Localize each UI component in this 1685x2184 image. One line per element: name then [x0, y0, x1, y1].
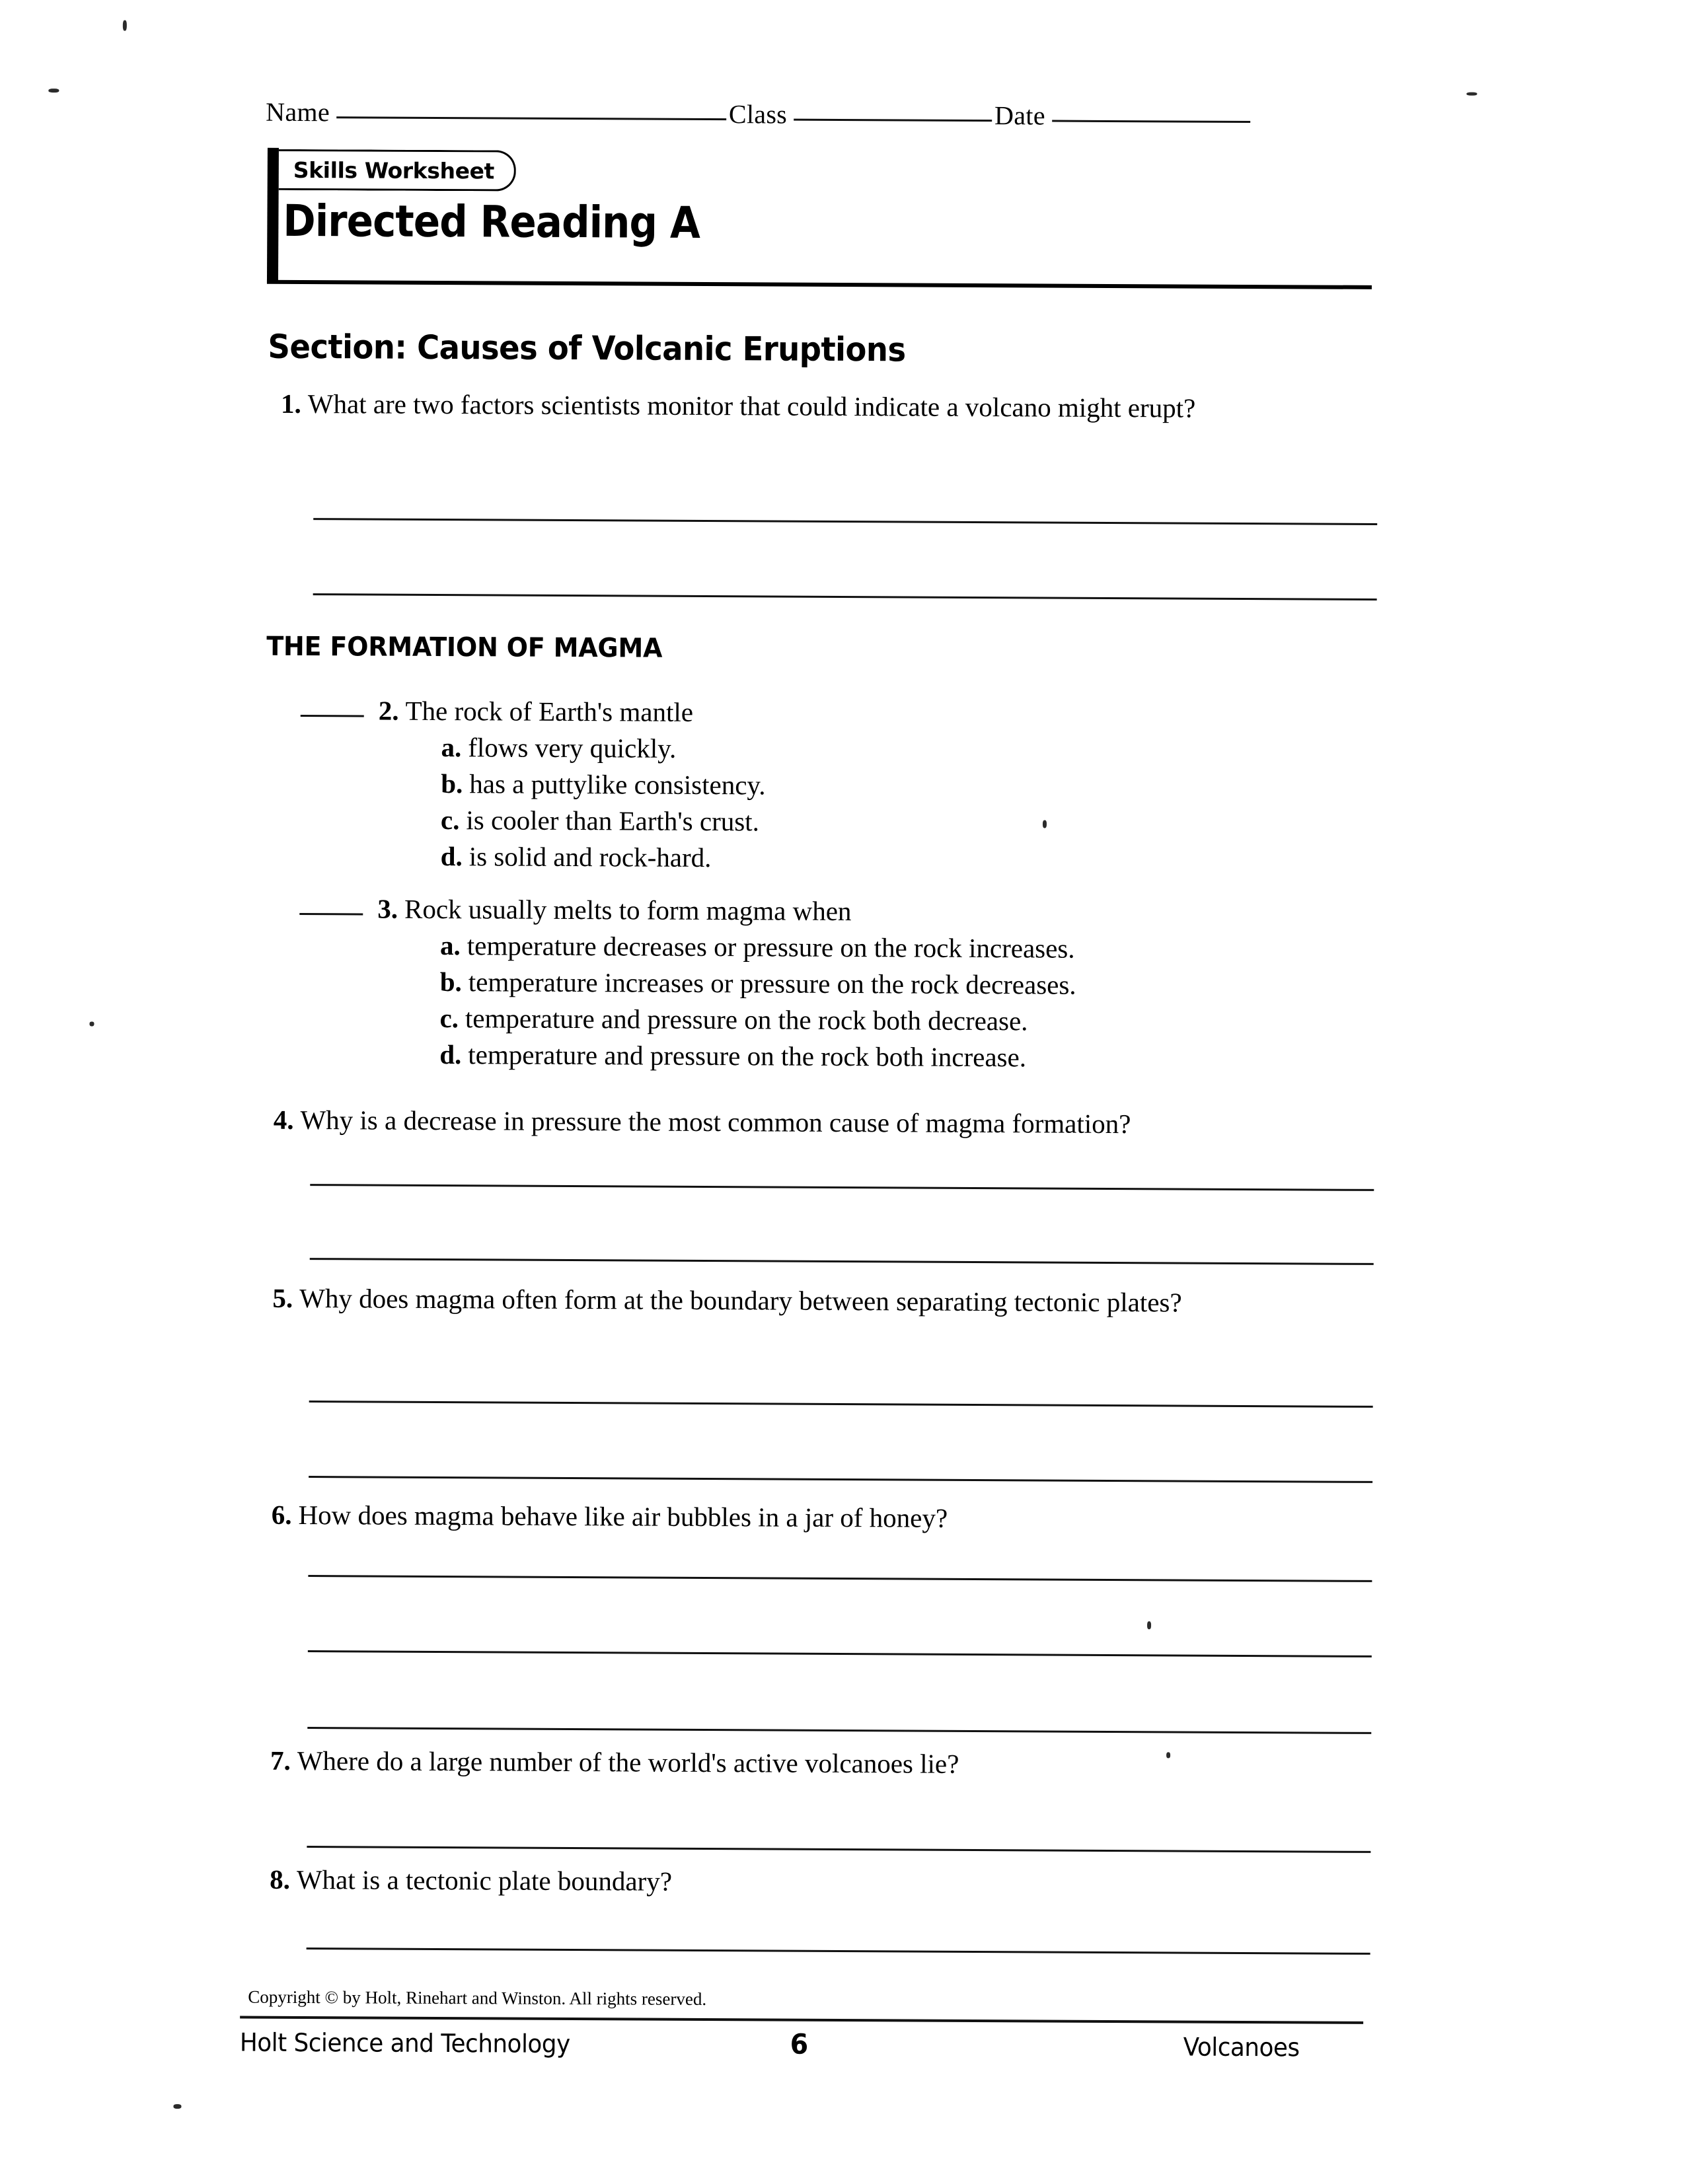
question-3-choices [439, 928, 1357, 1077]
question-8-number: 8. [270, 1864, 291, 1895]
question-1-text: What are two factors scientists monitor that could indicate a volcano might erupt? [307, 388, 1196, 423]
question-5-number: 5. [272, 1282, 293, 1313]
name-field-line[interactable] [336, 116, 726, 120]
question-5-text: Why does magma often form at the boundary between separating tectonic plates? [299, 1282, 1182, 1318]
question-2 [300, 692, 1358, 879]
section-heading: Section: Causes of Volcanic Eruptions [268, 327, 906, 369]
choice-a-letter: a. [441, 732, 462, 763]
question-4 [274, 1102, 1364, 1143]
page-title: Directed Reading A [283, 195, 700, 248]
scan-speckle [173, 2104, 181, 2109]
question-2-text: The rock of Earth's mantle [405, 695, 694, 727]
choice-c-text: is cooler than Earth's crust. [466, 805, 760, 837]
choice-c-text: temperature and pressure on the rock both decrease. [465, 1003, 1028, 1037]
choice-d-letter: d. [440, 841, 463, 872]
question-3 [299, 891, 1357, 1077]
choice-a[interactable] [440, 928, 1357, 968]
choice-a[interactable] [441, 729, 1357, 770]
question-6-number: 6. [271, 1499, 292, 1530]
question-7 [270, 1743, 1314, 1784]
answer-line[interactable] [310, 1258, 1374, 1265]
student-info-header [266, 96, 1389, 133]
choice-a-text: temperature decreases or pressure on the rock increases. [467, 930, 1075, 964]
choice-b-text: has a puttylike consistency. [469, 768, 766, 801]
choice-b-letter: b. [441, 768, 463, 799]
question-5 [272, 1280, 1316, 1321]
question-3-number: 3. [377, 893, 398, 924]
answer-line[interactable] [307, 1846, 1370, 1853]
question-2-choices [441, 729, 1358, 879]
scan-speckle [89, 1021, 94, 1026]
choice-d-text: is solid and rock-hard. [468, 841, 712, 873]
choice-a-letter: a. [439, 930, 461, 961]
scan-speckle [1466, 92, 1477, 96]
choice-a-text: flows very quickly. [468, 732, 677, 764]
question-2-answer-blank[interactable] [301, 692, 364, 717]
answer-line[interactable] [308, 1650, 1372, 1657]
question-2-stem [301, 692, 1358, 734]
answer-line[interactable] [307, 1727, 1371, 1734]
date-field-line[interactable] [1052, 120, 1250, 123]
question-1 [281, 386, 1285, 426]
title-divider [267, 280, 1372, 289]
name-label: Name [266, 96, 330, 127]
question-1-number: 1. [280, 388, 301, 419]
skills-worksheet-label: Skills Worksheet [293, 157, 495, 184]
question-2-number: 2. [378, 695, 399, 726]
footer-divider [240, 2016, 1363, 2024]
question-8-text: What is a tectonic plate boundary? [296, 1864, 673, 1897]
class-field-line[interactable] [794, 118, 992, 122]
question-3-text: Rock usually melts to form magma when [404, 893, 852, 927]
skills-worksheet-tab [279, 149, 516, 192]
page-footer [240, 2025, 1300, 2063]
choice-c-letter: c. [440, 805, 460, 836]
choice-d[interactable] [441, 838, 1357, 879]
answer-line[interactable] [308, 1575, 1372, 1582]
choice-b[interactable] [441, 766, 1357, 807]
choice-b[interactable] [440, 964, 1357, 1005]
question-7-text: Where do a large number of the world's active volcanoes lie? [297, 1745, 959, 1779]
question-3-answer-blank[interactable] [299, 891, 363, 915]
question-7-number: 7. [270, 1745, 291, 1776]
choice-b-text: temperature increases or pressure on the rock decreases. [468, 966, 1076, 1000]
choice-b-letter: b. [439, 966, 462, 998]
answer-line[interactable] [309, 1476, 1372, 1483]
title-left-bar [267, 148, 279, 283]
choice-d-letter: d. [439, 1039, 462, 1070]
choice-d-text: temperature and pressure on the rock both increase. [468, 1039, 1027, 1073]
subsection-heading: THE FORMATION OF MAGMA [266, 631, 663, 664]
answer-line[interactable] [313, 518, 1377, 525]
choice-d[interactable] [439, 1037, 1356, 1077]
scan-speckle [48, 89, 59, 92]
question-6-text: How does magma behave like air bubbles in a jar of honey? [298, 1499, 948, 1533]
question-8 [270, 1862, 1314, 1903]
copyright-notice: Copyright © by Holt, Rinehart and Winston. All rights reserved. [248, 1986, 707, 2010]
worksheet-title-block [268, 148, 1378, 248]
question-3-stem [299, 891, 1357, 932]
class-label: Class [728, 99, 788, 129]
answer-line[interactable] [309, 1401, 1373, 1408]
answer-line[interactable] [313, 593, 1377, 601]
choice-c-letter: c. [439, 1003, 459, 1034]
question-4-number: 4. [273, 1104, 294, 1135]
date-label: Date [994, 100, 1045, 131]
choice-c[interactable] [439, 1000, 1356, 1041]
page-number: 6 [790, 2027, 808, 2060]
question-6 [272, 1497, 1316, 1538]
book-title: Holt Science and Technology [239, 2027, 570, 2059]
answer-line[interactable] [307, 1947, 1370, 1955]
question-4-text: Why is a decrease in pressure the most common cause of magma formation? [300, 1104, 1131, 1140]
answer-line[interactable] [310, 1184, 1374, 1191]
choice-c[interactable] [441, 802, 1357, 843]
chapter-name: Volcanoes [1183, 2032, 1300, 2062]
scan-speckle [123, 20, 127, 31]
scan-speckle [1147, 1621, 1151, 1629]
